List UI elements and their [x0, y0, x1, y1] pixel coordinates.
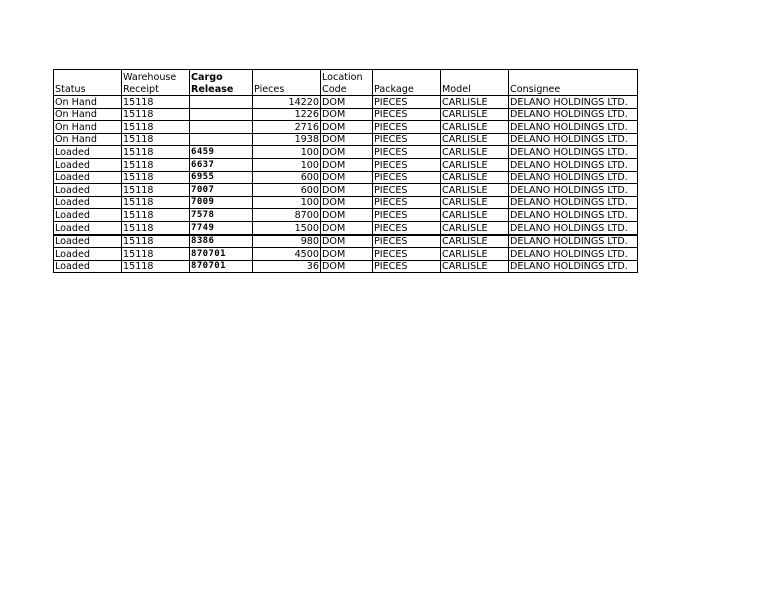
cell-model: CARLISLE: [441, 196, 509, 209]
cell-package: PIECES: [373, 260, 441, 273]
cell-location-code: DOM: [321, 260, 373, 273]
cell-model: CARLISLE: [441, 146, 509, 159]
cell-warehouse-receipt: 15118: [122, 248, 190, 261]
cell-location-code: DOM: [321, 96, 373, 109]
inventory-table: [53, 69, 638, 273]
cell-package: PIECES: [373, 146, 441, 159]
header-status: Status: [54, 70, 122, 96]
cell-status: Loaded: [54, 235, 122, 248]
cell-pieces: 980: [253, 235, 321, 248]
cell-pieces: 600: [253, 184, 321, 197]
header-package: Package: [373, 70, 441, 96]
cell-package: PIECES: [373, 171, 441, 184]
cell-consignee: DELANO HOLDINGS LTD.: [509, 171, 638, 184]
header-pieces: Pieces: [253, 70, 321, 96]
cell-warehouse-receipt: 15118: [122, 196, 190, 209]
cell-status: Loaded: [54, 158, 122, 171]
table-row: [54, 209, 638, 222]
header-location-code: Location Code: [321, 70, 373, 96]
cell-cargo-release: [190, 108, 253, 121]
cell-warehouse-receipt: 15118: [122, 108, 190, 121]
cell-location-code: DOM: [321, 184, 373, 197]
cell-model: CARLISLE: [441, 184, 509, 197]
cell-model: CARLISLE: [441, 235, 509, 248]
cell-cargo-release: 6459: [190, 146, 253, 159]
cell-consignee: DELANO HOLDINGS LTD.: [509, 158, 638, 171]
cell-warehouse-receipt: 15118: [122, 209, 190, 222]
cell-pieces: 2716: [253, 121, 321, 134]
cell-location-code: DOM: [321, 209, 373, 222]
cell-cargo-release: 8386: [190, 235, 253, 248]
table-row: [54, 221, 638, 234]
cell-status: On Hand: [54, 133, 122, 146]
cell-cargo-release: 7007: [190, 184, 253, 197]
cell-model: CARLISLE: [441, 108, 509, 121]
cell-consignee: DELANO HOLDINGS LTD.: [509, 96, 638, 109]
cell-consignee: DELANO HOLDINGS LTD.: [509, 235, 638, 248]
cell-cargo-release: [190, 96, 253, 109]
cell-pieces: 100: [253, 158, 321, 171]
cell-pieces: 600: [253, 171, 321, 184]
cell-location-code: DOM: [321, 248, 373, 261]
cell-location-code: DOM: [321, 146, 373, 159]
cell-location-code: DOM: [321, 196, 373, 209]
cell-model: CARLISLE: [441, 248, 509, 261]
cell-package: PIECES: [373, 209, 441, 222]
cell-model: CARLISLE: [441, 133, 509, 146]
header-cargo-release: Cargo Release: [190, 70, 253, 96]
cell-pieces: 14220: [253, 96, 321, 109]
cell-model: CARLISLE: [441, 209, 509, 222]
cell-warehouse-receipt: 15118: [122, 235, 190, 248]
cell-pieces: 8700: [253, 209, 321, 222]
cell-model: CARLISLE: [441, 171, 509, 184]
cell-consignee: DELANO HOLDINGS LTD.: [509, 260, 638, 273]
cell-location-code: DOM: [321, 108, 373, 121]
cell-cargo-release: 870701: [190, 260, 253, 273]
table-row: [54, 184, 638, 197]
table-row: [54, 108, 638, 121]
cell-location-code: DOM: [321, 171, 373, 184]
cell-pieces: 36: [253, 260, 321, 273]
cell-package: PIECES: [373, 121, 441, 134]
header-consignee: Consignee: [509, 70, 638, 96]
cell-consignee: DELANO HOLDINGS LTD.: [509, 209, 638, 222]
table-body: [54, 96, 638, 273]
cell-pieces: 100: [253, 146, 321, 159]
cell-status: Loaded: [54, 184, 122, 197]
header-warehouse-receipt: Warehouse Receipt: [122, 70, 190, 96]
cell-status: On Hand: [54, 121, 122, 134]
cell-pieces: 1226: [253, 108, 321, 121]
cell-consignee: DELANO HOLDINGS LTD.: [509, 248, 638, 261]
cell-status: Loaded: [54, 196, 122, 209]
cell-warehouse-receipt: 15118: [122, 158, 190, 171]
cell-warehouse-receipt: 15118: [122, 184, 190, 197]
table-row: [54, 248, 638, 261]
cell-consignee: DELANO HOLDINGS LTD.: [509, 133, 638, 146]
cell-package: PIECES: [373, 196, 441, 209]
cell-warehouse-receipt: 15118: [122, 146, 190, 159]
table-row: [54, 96, 638, 109]
cell-cargo-release: 7749: [190, 221, 253, 234]
cell-location-code: DOM: [321, 235, 373, 248]
cell-consignee: DELANO HOLDINGS LTD.: [509, 221, 638, 234]
cell-model: CARLISLE: [441, 260, 509, 273]
cell-status: Loaded: [54, 146, 122, 159]
cell-package: PIECES: [373, 235, 441, 248]
table-row: [54, 171, 638, 184]
cell-model: CARLISLE: [441, 121, 509, 134]
table-row: [54, 121, 638, 134]
cell-pieces: 4500: [253, 248, 321, 261]
cell-package: PIECES: [373, 96, 441, 109]
cell-consignee: DELANO HOLDINGS LTD.: [509, 196, 638, 209]
cell-status: Loaded: [54, 171, 122, 184]
cell-location-code: DOM: [321, 121, 373, 134]
cell-cargo-release: 6637: [190, 158, 253, 171]
cell-location-code: DOM: [321, 158, 373, 171]
header-row: [54, 70, 638, 96]
cell-warehouse-receipt: 15118: [122, 221, 190, 234]
cell-location-code: DOM: [321, 221, 373, 234]
cell-pieces: 1938: [253, 133, 321, 146]
cell-cargo-release: 6955: [190, 171, 253, 184]
cell-cargo-release: 7578: [190, 209, 253, 222]
cell-package: PIECES: [373, 221, 441, 234]
cell-warehouse-receipt: 15118: [122, 260, 190, 273]
cell-package: PIECES: [373, 248, 441, 261]
cell-status: Loaded: [54, 248, 122, 261]
cell-cargo-release: 870701: [190, 248, 253, 261]
cell-cargo-release: [190, 121, 253, 134]
cell-location-code: DOM: [321, 133, 373, 146]
cell-cargo-release: [190, 133, 253, 146]
cell-status: Loaded: [54, 221, 122, 234]
table-row: [54, 235, 638, 248]
cell-status: Loaded: [54, 209, 122, 222]
cell-consignee: DELANO HOLDINGS LTD.: [509, 108, 638, 121]
cell-consignee: DELANO HOLDINGS LTD.: [509, 146, 638, 159]
cell-cargo-release: 7009: [190, 196, 253, 209]
table-row: [54, 133, 638, 146]
cell-warehouse-receipt: 15118: [122, 171, 190, 184]
cell-warehouse-receipt: 15118: [122, 121, 190, 134]
cell-pieces: 1500: [253, 221, 321, 234]
cell-status: On Hand: [54, 108, 122, 121]
cell-package: PIECES: [373, 133, 441, 146]
cell-package: PIECES: [373, 184, 441, 197]
cell-model: CARLISLE: [441, 158, 509, 171]
cell-model: CARLISLE: [441, 221, 509, 234]
cell-warehouse-receipt: 15118: [122, 96, 190, 109]
table-row: [54, 196, 638, 209]
header-model: Model: [441, 70, 509, 96]
cell-package: PIECES: [373, 158, 441, 171]
table-row: [54, 158, 638, 171]
cell-model: CARLISLE: [441, 96, 509, 109]
table-row: [54, 146, 638, 159]
cell-consignee: DELANO HOLDINGS LTD.: [509, 121, 638, 134]
table-row: [54, 260, 638, 273]
cell-package: PIECES: [373, 108, 441, 121]
cell-warehouse-receipt: 15118: [122, 133, 190, 146]
cell-status: On Hand: [54, 96, 122, 109]
cell-status: Loaded: [54, 260, 122, 273]
cell-pieces: 100: [253, 196, 321, 209]
cell-consignee: DELANO HOLDINGS LTD.: [509, 184, 638, 197]
